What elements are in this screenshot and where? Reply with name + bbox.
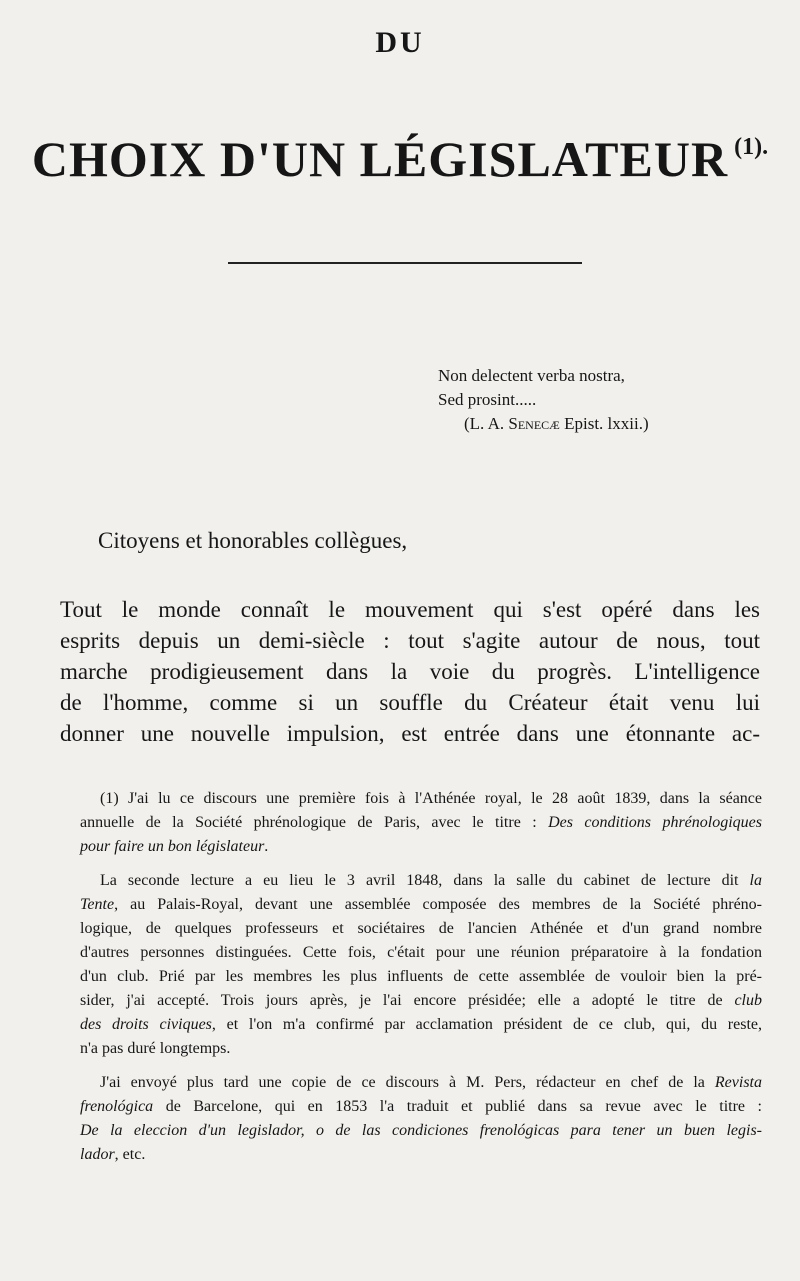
epigraph-attribution <box>464 412 649 436</box>
title-prefix: DU <box>375 26 425 59</box>
footnote-2-line-2-italic: Tente <box>80 896 115 913</box>
footnote-3-line-2 <box>60 1095 762 1119</box>
footnote-2 <box>60 869 762 1061</box>
footnote-2-line-6-italic: club <box>734 992 762 1009</box>
footnote-2-line-1-italic: la <box>749 872 762 889</box>
footnote-2-line-2 <box>60 893 762 917</box>
footnote-2-line-5: d'un club. Prié par les membres les plus influents de cette assemblée de vouloir bien la pré- <box>80 968 762 985</box>
footnote-3-line-2-italic: frenológica <box>80 1098 154 1115</box>
page-title <box>0 130 800 188</box>
epigraph <box>438 364 649 436</box>
footnote-marker[interactable]: (1). <box>734 134 769 161</box>
epigraph-attr-pre: (L. A. <box>464 414 509 433</box>
epigraph-author: Senecæ <box>508 414 560 433</box>
page-title-text: CHOIX D'UN LÉGISLATEUR <box>31 131 729 187</box>
footnote-2-line-8: n'a pas duré longtemps. <box>80 1040 231 1057</box>
footnote-3 <box>60 1071 762 1167</box>
footnote-1-line-2-italic: Des conditions phrénologiques <box>548 814 762 831</box>
footnote-3-line-3 <box>60 1119 762 1143</box>
body-line-5: donner une nouvelle impulsion, est entrée dans une étonnante ac- <box>60 721 760 746</box>
body-line-2: esprits depuis un demi-siècle : tout s'agite autour de nous, tout <box>60 628 760 653</box>
footnote-1-line-2 <box>60 811 762 835</box>
body-line-4: de l'homme, comme si un souffle du Créateur était venu lui <box>60 690 760 715</box>
footnote-1 <box>60 787 762 859</box>
footnote-2-line-6-text: sider, j'ai accepté. Trois jours après, je l'ai encore présidée; elle a adopté le titre de <box>80 992 735 1009</box>
footnote-3-line-2-text: de Barcelone, qui en 1853 l'a traduit et publié dans sa revue avec le titre : <box>153 1098 762 1115</box>
footnote-1-line-2-text: annuelle de la Société phrénologique de Paris, avec le titre : <box>80 814 549 831</box>
footnote-2-line-7 <box>60 1013 762 1037</box>
footnote-3-line-4-text: , etc. <box>114 1146 146 1163</box>
footnote-2-line-1-text: La seconde lecture a eu lieu le 3 avril 1848, dans la salle du cabinet de lecture dit <box>100 872 750 889</box>
footnote-2-line-7-italic: des droits civiques <box>80 1016 212 1033</box>
footnotes <box>60 787 762 1177</box>
footnote-2-line-4: d'autres personnes distinguées. Cette fois, c'était pour une réunion préparatoire à la fondation <box>80 944 762 961</box>
epigraph-line-2: Sed prosint..... <box>438 390 537 409</box>
epigraph-attr-post: Epist. lxxii.) <box>559 414 649 433</box>
body-paragraph <box>60 594 760 749</box>
footnote-3-line-1-text: J'ai envoyé plus tard une copie de ce discours à M. Pers, rédacteur en chef de la <box>100 1074 715 1091</box>
footnote-2-line-7-text: , et l'on m'a confirmé par acclamation président de ce club, qui, du reste, <box>211 1016 762 1033</box>
footnote-1-line-3-text: . <box>264 838 269 855</box>
footnote-2-line-2-text: , au Palais-Royal, devant une assemblée composée des membres de la Société phréno- <box>114 896 762 913</box>
footnote-3-line-1-italic: Revista <box>714 1074 762 1091</box>
footnote-1-line-3-italic: pour faire un bon législateur <box>80 838 265 855</box>
footnote-2-line-3: logique, de quelques professeurs et sociétaires de l'ancien Athénée et d'un grand nombre <box>80 920 762 937</box>
footnote-3-line-1 <box>60 1071 762 1095</box>
epigraph-line-1: Non delectent verba nostra, <box>438 366 625 385</box>
salutation: Citoyens et honorables collègues, <box>98 528 408 553</box>
footnote-1-line-1: (1) J'ai lu ce discours une première fois à l'Athénée royal, le 28 août 1839, dans la séance <box>100 790 762 807</box>
footnote-3-line-4-italic: lador <box>80 1146 115 1163</box>
footnote-3-line-3-italic: De la eleccion d'un legislador, o de las condiciones frenológicas para tener un buen legis- <box>80 1122 762 1139</box>
footnote-2-line-1 <box>60 869 762 893</box>
body-line-3: marche prodigieusement dans la voie du progrès. L'intelligence <box>60 659 760 684</box>
footnote-3-line-4 <box>60 1143 762 1167</box>
body-line-1: Tout le monde connaît le mouvement qui s'est opéré dans les <box>60 597 760 622</box>
title-divider <box>228 262 582 264</box>
footnote-2-line-6 <box>60 989 762 1013</box>
footnote-1-line-3 <box>60 835 762 859</box>
